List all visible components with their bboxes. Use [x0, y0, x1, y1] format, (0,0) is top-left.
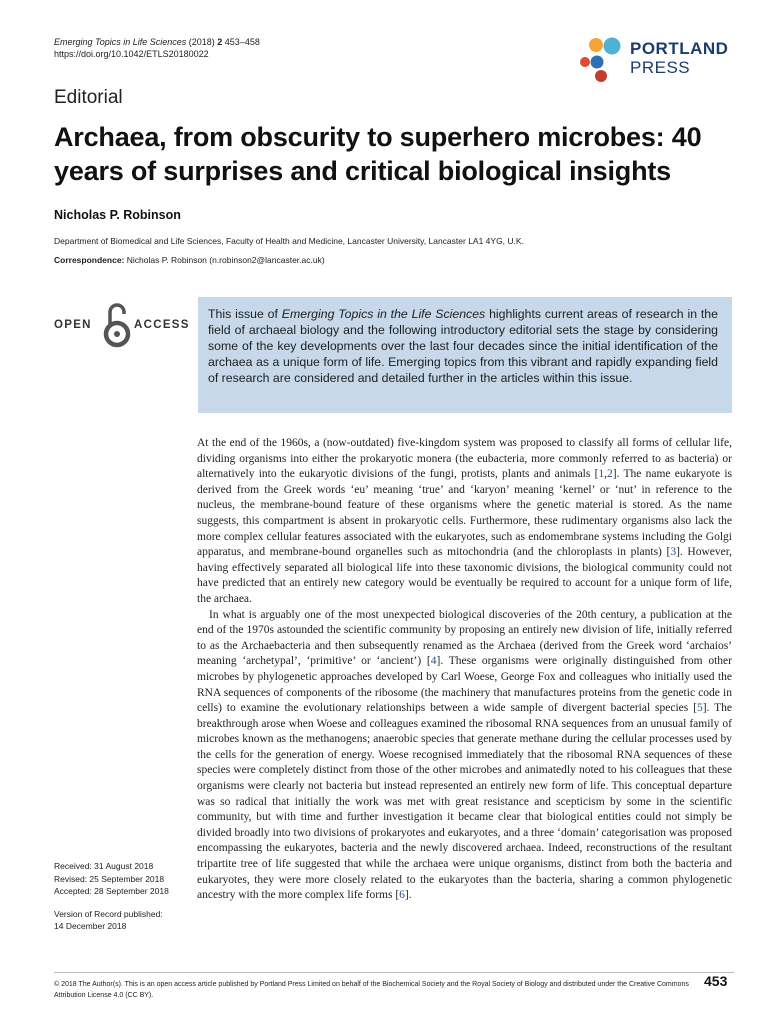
- publisher-name-line1: PORTLAND: [630, 39, 729, 58]
- publisher-name-line2: PRESS: [630, 58, 691, 77]
- body-text-span: In what is arguably one of the most unexpected biological discoveries of the 20th century, a publication at the end of the 1970s astounded the scientific community by proposing an entirely new division of life, initially referred to as the Archaebacteria and then subsequently renamed as the Archaea (derived from the Greek word ‘archaios’ meaning ‘archetypal’, ‘primitive’ or ‘ancient’) [: [197, 608, 732, 668]
- publisher-logo: [578, 36, 738, 84]
- page-number: 453: [704, 973, 728, 989]
- body-text-span: ]. The breakthrough arose when Woese and colleagues examined the ribosomal RNA sequences from an unusual family of microbes known as the methanogens; anaerobic species that generate methane during the cellular processes used by the cells for the generation of energy. Woese recognised immediately that the ribosomal RNA sequences of these species were completely distinct from those of the other microbes and animatedly noted to his colleagues that these organisms were clearly not bacteria but instead represented an entirely new form of life. This conceptual departure was so radical that initially the work was met with great resistance and scepticism by some in the scientific community, but with time and further investigation it became clear that biological entities could not simply be divided broadly into two divisions of prokaryotes and eukaryotes, and a three ‘domain’ categorisation was proposed encompassing the eukaryotes, bacteria and the newly discovered archaea. Indeed, reconstructions of the resultant tripartite tree of life suggested that while the archaea were unique organisms, distinct from both the bacteria and eukaryotes, they were more closely related to the eukaryotes than the bacteria, sharing a common phylogenetic ancestry with the more complex life forms [: [197, 702, 732, 902]
- journal-pages: 453–458: [222, 37, 260, 47]
- accepted-date: Accepted: 28 September 2018: [54, 886, 169, 896]
- doi-link[interactable]: https://doi.org/10.1042/ETLS20180022: [54, 49, 209, 59]
- abstract-lead: This issue of: [208, 307, 282, 321]
- footer-divider: [54, 972, 734, 973]
- body-text-span: ]. However, having effectively separated all biological life into these taxonomic divisions, the biological community could not have predicted that an entirely new category would be eventually be required to account for a unique form of life, the archaea.: [197, 546, 732, 605]
- journal-citation: [54, 36, 260, 60]
- open-access-badge: [54, 300, 190, 350]
- correspondence: [54, 255, 325, 265]
- open-access-word-access: ACCESS: [134, 319, 190, 331]
- version-of-record-label: Version of Record published:: [54, 908, 163, 919]
- body-text-span: ,: [604, 468, 608, 481]
- journal-citation-line: [54, 36, 260, 48]
- publisher-logo-dots-icon: [578, 36, 628, 84]
- received-date: Received: 31 August 2018: [54, 861, 154, 871]
- citation-link[interactable]: 6: [399, 889, 405, 902]
- citation-link[interactable]: 3: [670, 546, 677, 559]
- open-lock-icon: [102, 300, 132, 350]
- body-paragraph-1: [197, 436, 732, 608]
- citation-link[interactable]: 2: [607, 468, 613, 481]
- body-text-span: ]. These organisms were originally distinguished from other microbes by phylogenetic approaches developed by Carl Woese, George Fox and colleagues who initially used the RNA sequences of components of the ribosome (the machinery that manufactures proteins from the genetic code in cells) to examine the evolutionary relationships between a wide sample of divergent bacterial species [: [197, 655, 732, 715]
- abstract-box: [198, 297, 732, 413]
- citation-link[interactable]: 4: [430, 655, 437, 668]
- abstract-journal-name: Emerging Topics in the Life Sciences: [281, 307, 486, 321]
- version-of-record-date: 14 December 2018: [54, 921, 127, 931]
- author-name: Nicholas P. Robinson: [54, 208, 181, 222]
- article-body: [197, 436, 732, 904]
- journal-name: Emerging Topics in Life Sciences: [54, 37, 187, 47]
- publication-dates: [54, 860, 169, 933]
- citation-link[interactable]: 1: [598, 468, 605, 481]
- section-label: Editorial: [54, 87, 123, 108]
- revised-date: Revised: 25 September 2018: [54, 873, 165, 884]
- open-access-word-open: OPEN: [54, 319, 92, 331]
- license-footer: © 2018 The Author(s). This is an open access article published by Portland Press Limited on behalf of the Biochemical Society and the Royal Society of Biology and distributed under the Creative Commons Attribution License 4.0 (CC BY).: [54, 981, 689, 999]
- body-paragraph-2: [197, 608, 732, 904]
- journal-year: (2018): [186, 37, 218, 47]
- article-title: Archaea, from obscurity to superhero microbes: 40 years of surprises and critical biological insights: [54, 122, 702, 186]
- correspondence-text: Nicholas P. Robinson (n.robinson2@lancaster.ac.uk): [124, 255, 325, 265]
- citation-link[interactable]: 5: [696, 702, 703, 715]
- author-affiliation: Department of Biomedical and Life Sciences, Faculty of Health and Medicine, Lancaster University, Lancaster LA1 4YG, U.K.: [54, 236, 524, 246]
- body-text-span: ]. The name eukaryote is derived from the Greek words ‘eu’ meaning ‘true’ and ‘karyon’ meaning ‘kernel’ or ‘nut’ in reference to the nucleus, the membrane-bound feature of these organisms where the genetic material is stored. As the name suggests, this compartment is absent in prokaryotic cells. Furthermore, these rudimentary organisms also lack the more complex cellular features associated with the eukaryotes, such as endomembrane systems including the Golgi apparatus, and membrane-bound organelles such as mitochondria (and the chloroplasts in plants) [: [197, 468, 732, 559]
- correspondence-label: Correspondence:: [54, 255, 125, 265]
- abstract-text: highlights current areas of research in the field of archaeal biology and the following introductory editorial sets the stage by considering some of the key developments over the last four decades since the initial identification of the archaea as a unique form of life. Emerging topics from this vibrant and rapidly expanding field of research are considered and detailed further in the articles within this issue.: [208, 307, 718, 385]
- body-text-span: At the end of the 1960s, a (now-outdated) five-kingdom system was proposed to classify all forms of cellular life, dividing organisms into either the prokaryotic monera (the eubacteria, more commonly referred to as bacteria) or alternatively into the eukaryotic divisions of the fungi, protists, plants and animals [: [197, 437, 732, 481]
- journal-volume: 2: [217, 37, 223, 47]
- body-text-span: ].: [404, 889, 412, 902]
